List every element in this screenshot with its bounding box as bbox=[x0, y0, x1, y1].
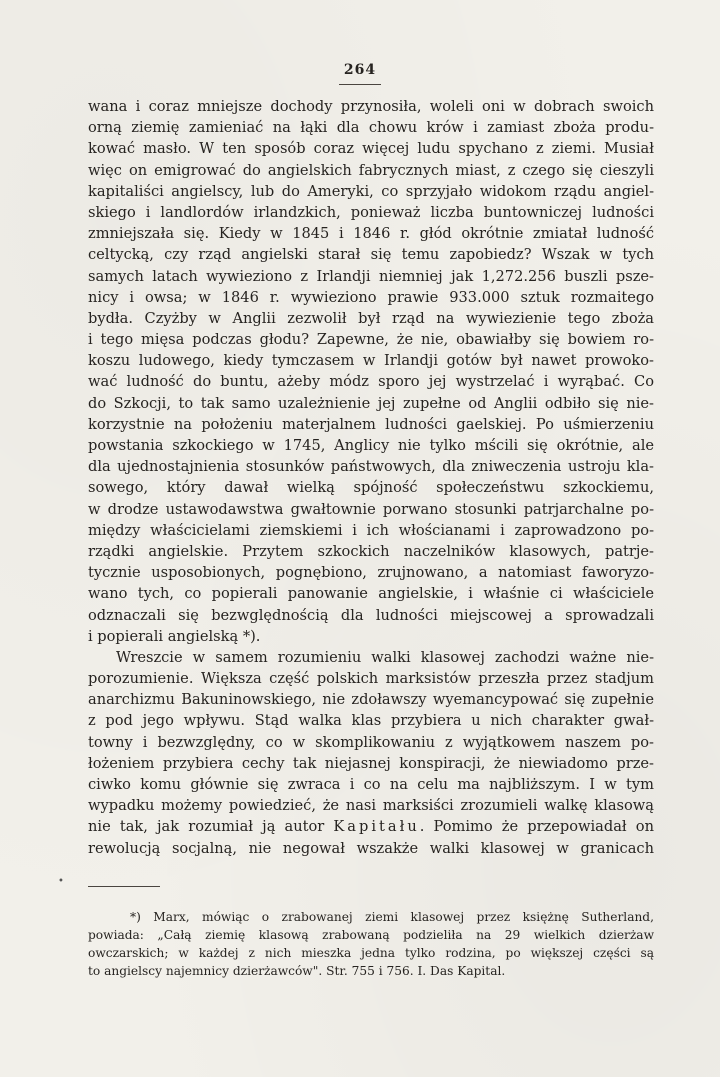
footnote-line: to angielscy najemnicy dzierżawców". Str. 755 i 756. I. Das Kapital. bbox=[88, 964, 506, 978]
text-line: rewolucją socjalną, nie negował wszakże walki klasowej w granicach bbox=[88, 839, 654, 857]
text-line bbox=[88, 816, 654, 837]
text-line: i popierali angielską *). bbox=[88, 627, 261, 645]
text-line: odznaczali się bezwględnością dla ludności miejscowej a sprowadzali bbox=[88, 606, 654, 624]
page-number-underline bbox=[339, 84, 381, 85]
text-line: i tego mięsa podczas głodu? Zapewne, że nie, obawiałby się bowiem ro- bbox=[88, 331, 654, 349]
text-line: Wreszcie w samem rozumieniu walki klasowej zachodzi ważne nie- bbox=[116, 648, 654, 666]
text-line: porozumienie. Większa część polskich marksistów przeszła przez stadjum bbox=[88, 670, 654, 688]
text-line: dla ujednostajnienia stosunków państwowych, dla zniweczenia ustroju kla- bbox=[88, 458, 654, 476]
text-line: kować masło. W ten sposób coraz więcej ludu spychano z ziemi. Musiał bbox=[88, 140, 654, 158]
text-line: rządki angielskie. Przytem szkockich naczelników klasowych, patrje- bbox=[88, 542, 654, 560]
text-line: celtycką, czy rząd angielski starał się temu zapobiedz? Wszak w tych bbox=[88, 246, 654, 264]
body-text bbox=[88, 96, 654, 859]
text-line: wano tych, co popierali panowanie angielskie, i właśnie ci właściciele bbox=[88, 585, 654, 603]
book-title-kapital: Kapitału bbox=[333, 818, 420, 836]
text-line: koszu ludowego, kiedy tymczasem w Irlandji gotów był nawet prowoko- bbox=[88, 352, 654, 370]
text-line: towny i bezwzględny, co w skomplikowaniu z wyjątkowem naszem po- bbox=[88, 733, 654, 751]
text-line: powstania szkockiego w 1745, Anglicy nie tylko mścili się okrótnie, ale bbox=[88, 437, 654, 454]
text-line: więc on emigrować do angielskich fabrycznych miast, z czego się cieszyli bbox=[88, 161, 654, 179]
text-line: sowego, który dawał wielką spójność społeczeństwu szkockiemu, bbox=[88, 479, 654, 497]
footnote-rule bbox=[88, 886, 160, 887]
paragraph-1 bbox=[88, 96, 654, 647]
text-fragment: . Pomimo że przepowiadał on bbox=[419, 818, 654, 836]
footnote-line: powiada: „Całą ziemię klasową zrabowaną podzieliła na 29 wielkich dzierżaw bbox=[88, 928, 654, 942]
text-line: wypadku możemy powiedzieć, że nasi marksiści zrozumieli walkę klasową bbox=[88, 797, 654, 815]
text-line: kapitaliści angielscy, lub do Ameryki, co sprzyjało widokom rządu angiel- bbox=[88, 182, 654, 200]
footnote bbox=[88, 908, 654, 980]
text-line: między właścicielami ziemskiemi i ich włościanami i zaprowadzono po- bbox=[88, 521, 654, 539]
text-line: skiego i landlordów irlandzkich, ponieważ liczba buntowniczej ludności bbox=[88, 203, 654, 221]
text-line: łożeniem przybiera cechy tak niejasnej konspiracji, że niewiadomo prze- bbox=[88, 754, 654, 772]
text-line: wać ludność do buntu, ażeby módz sporo jej wystrzelać i wyrąbać. Co bbox=[88, 373, 654, 391]
text-line: bydła. Czyżby w Anglii zezwolił był rząd na wywiezienie tego zboża bbox=[88, 309, 654, 327]
text-line: z pod jego wpływu. Stąd walka klas przybiera u nich charakter gwał- bbox=[88, 712, 654, 730]
text-line: tycznie usposobionych, pognębiono, zrujnowano, a natomiast faworyzo- bbox=[88, 564, 654, 582]
text-line: ciwko komu głównie się zwraca i co na celu ma najbliższym. I w tym bbox=[88, 776, 654, 793]
text-fragment: nie tak, jak rozumiał ją autor bbox=[88, 818, 334, 836]
footnote-line: *) Marx, mówiąc o zrabowanej ziemi klasowej przez księżnę Sutherland, bbox=[130, 910, 654, 924]
text-line: wana i coraz mniejsze dochody przynosiła, woleli oni w dobrach swoich bbox=[88, 98, 654, 115]
paragraph-2 bbox=[88, 647, 654, 859]
text-line: zmniejszała się. Kiedy w 1845 i 1846 r. głód okrótnie zmiatał ludność bbox=[88, 225, 654, 243]
page-number: 264 bbox=[343, 62, 377, 78]
text-line: w drodze ustawodawstwa gwałtownie porwano stosunki patrjarchalne po- bbox=[88, 500, 654, 518]
text-line: anarchizmu Bakuninowskiego, nie zdoławszy wyemancypować się zupełnie bbox=[88, 691, 654, 709]
text-line: nicy i owsa; w 1846 r. wywieziono prawie 933.000 sztuk rozmaitego bbox=[88, 288, 654, 306]
text-line: korzystnie na położeniu materjalnem ludności gaelskiej. Po uśmierzeniu bbox=[88, 415, 654, 433]
footnote-line: owczarskich; w każdej z nich mieszka jedna tylko rodzina, po większej części są bbox=[88, 946, 654, 960]
text-line: do Szkocji, to tak samo uzależnienie jej zupełne od Anglii odbiło się nie- bbox=[88, 394, 654, 412]
text-line: orną ziemię zamieniać na łąki dla chowu krów i zamiast zboża produ- bbox=[88, 119, 654, 137]
text-line: samych latach wywieziono z Irlandji niemniej jak 1,272.256 buszli psze- bbox=[88, 267, 654, 285]
stray-ink-mark: • bbox=[58, 876, 64, 887]
